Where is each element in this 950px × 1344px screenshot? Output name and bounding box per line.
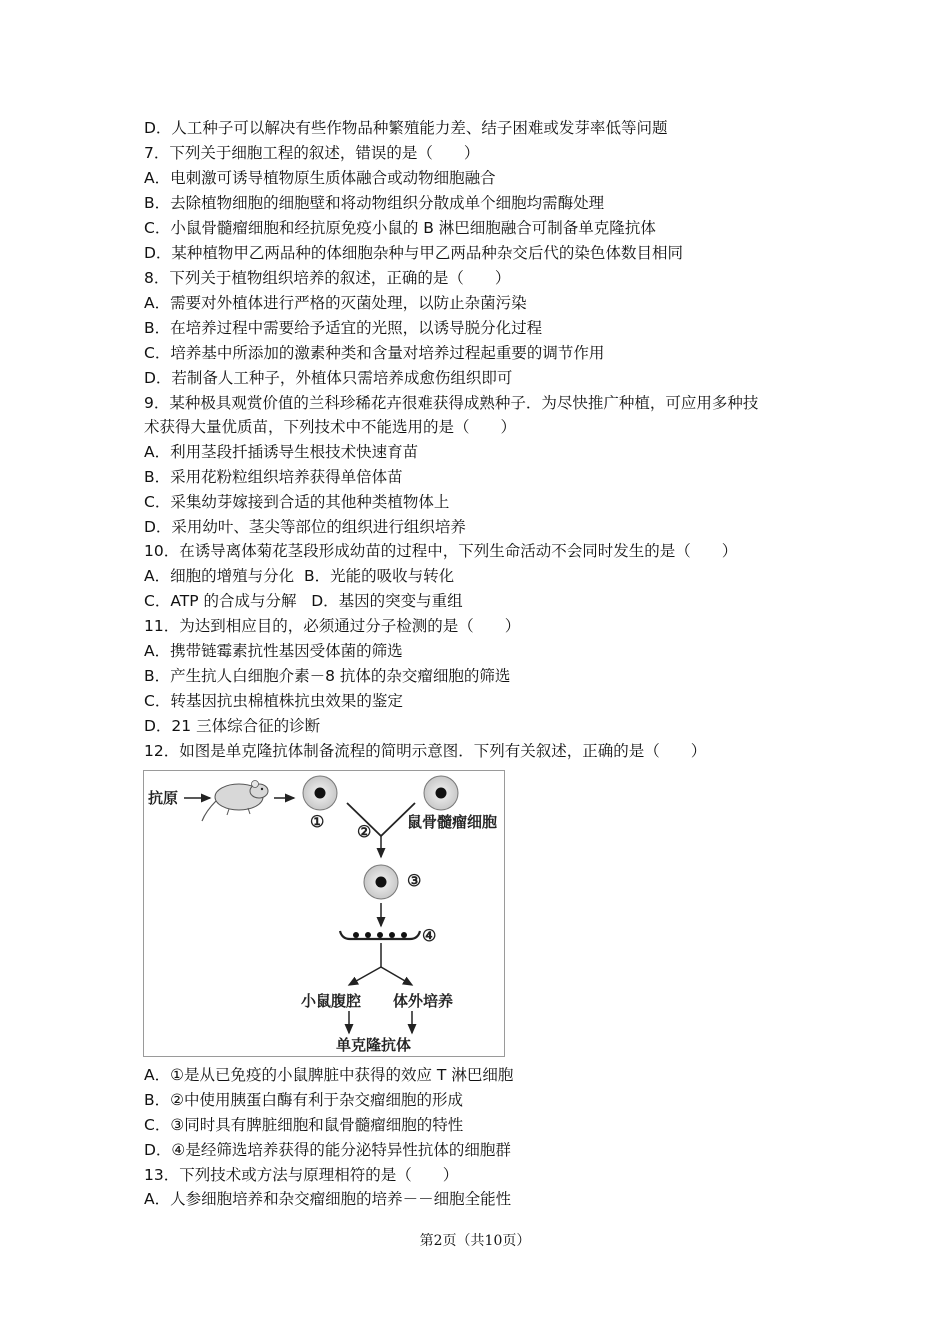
line-d-artificial-seed: D．人工种子可以解决有些作物品种繁殖能力差、结子困难或发芽率低等问题 <box>144 119 668 137</box>
monoclonal-antibody-diagram <box>143 770 505 1057</box>
q10-options-cd: C．ATP 的合成与分解 D．基因的突变与重组 <box>144 592 463 610</box>
mouse-icon <box>202 781 268 822</box>
q7-option-c: C．小鼠骨髓瘤细胞和经抗原免疫小鼠的 B 淋巴细胞融合可制备单克隆抗体 <box>144 219 656 237</box>
q8-option-d: D．若制备人工种子，外植体只需培养成愈伤组织即可 <box>144 369 513 387</box>
arrow-to-peritoneum <box>349 967 381 985</box>
q11-option-b: B．产生抗人白细胞介素－8 抗体的杂交瘤细胞的筛选 <box>144 667 511 685</box>
label-3: ③ <box>407 871 422 890</box>
q11-option-d: D．21 三体综合征的诊断 <box>144 717 321 735</box>
question-9-cont: 术获得大量优质苗，下列技术中不能选用的是（ ） <box>144 418 517 436</box>
q12-option-d: D．④是经筛选培养获得的能分泌特异性抗体的细胞群 <box>144 1141 511 1159</box>
hybridoma-cell <box>364 865 398 899</box>
q10-options-ab: A．细胞的增殖与分化 B．光能的吸收与转化 <box>144 567 455 585</box>
question-7: 7．下列关于细胞工程的叙述，错误的是（ ） <box>144 144 480 162</box>
q9-option-b: B．采用花粉粒组织培养获得单倍体苗 <box>144 468 403 486</box>
question-11: 11．为达到相应目的，必须通过分子检测的是（ ） <box>144 617 521 635</box>
q12-option-b: B．②中使用胰蛋白酶有利于杂交瘤细胞的形成 <box>144 1091 464 1109</box>
question-13: 13．下列技术或方法与原理相符的是（ ） <box>144 1166 459 1184</box>
q8-option-b: B．在培养过程中需要给予适宜的光照，以诱导脱分化过程 <box>144 319 543 337</box>
q12-option-c: C．③同时具有脾脏细胞和鼠骨髓瘤细胞的特性 <box>144 1116 464 1134</box>
q11-option-c: C．转基因抗虫棉植株抗虫效果的鉴定 <box>144 692 403 710</box>
question-10: 10．在诱导离体菊花茎段形成幼苗的过程中，下列生命活动不会同时发生的是（ ） <box>144 542 738 560</box>
label-4: ④ <box>422 926 437 945</box>
q7-option-b: B．去除植物细胞的细胞壁和将动物组织分散成单个细胞均需酶处理 <box>144 194 605 212</box>
question-8: 8．下列关于植物组织培养的叙述，正确的是（ ） <box>144 269 511 287</box>
label-2: ② <box>357 822 372 841</box>
label-myeloma: 鼠骨髓瘤细胞 <box>407 813 498 831</box>
page-footer: 第2页（共10页） <box>419 1233 531 1249</box>
label-antibody: 单克隆抗体 <box>336 1036 412 1054</box>
q8-option-a: A．需要对外植体进行严格的灭菌处理，以防止杂菌污染 <box>144 294 527 312</box>
myeloma-cell <box>424 776 458 810</box>
spleen-cell <box>303 776 337 810</box>
question-12: 12．如图是单克隆抗体制备流程的简明示意图．下列有关叙述，正确的是（ ） <box>144 742 707 760</box>
label-mouse-peritoneum: 小鼠腹腔 <box>301 992 362 1010</box>
q8-option-c: C．培养基中所添加的激素种类和含量对培养过程起重要的调节作用 <box>144 344 605 362</box>
q7-option-a: A．电刺激可诱导植物原生质体融合或动物细胞融合 <box>144 169 496 187</box>
label-antigen: 抗原 <box>148 789 179 807</box>
q7-option-d: D．某种植物甲乙两品种的体细胞杂种与甲乙两品种杂交后代的染色体数目相同 <box>144 244 683 262</box>
q13-option-a: A．人参细胞培养和杂交瘤细胞的培养－－细胞全能性 <box>144 1190 512 1208</box>
question-9: 9．某种极具观赏价值的兰科珍稀花卉很难获得成熟种子．为尽快推广种植，可应用多种技 <box>144 394 759 412</box>
label-in-vitro: 体外培养 <box>393 992 454 1010</box>
q9-option-a: A．利用茎段扦插诱导生根技术快速育苗 <box>144 443 419 461</box>
q9-option-c: C．采集幼芽嫁接到合适的其他种类植物体上 <box>144 493 450 511</box>
q12-option-a: A．①是从已免疫的小鼠脾脏中获得的效应 T 淋巴细胞 <box>144 1066 514 1084</box>
label-1: ① <box>310 812 325 831</box>
screening-plate-icon <box>340 931 420 939</box>
q11-option-a: A．携带链霉素抗性基因受体菌的筛选 <box>144 642 403 660</box>
q9-option-d: D．采用幼叶、茎尖等部位的组织进行组织培养 <box>144 518 466 536</box>
arrow-to-in-vitro <box>381 967 412 985</box>
